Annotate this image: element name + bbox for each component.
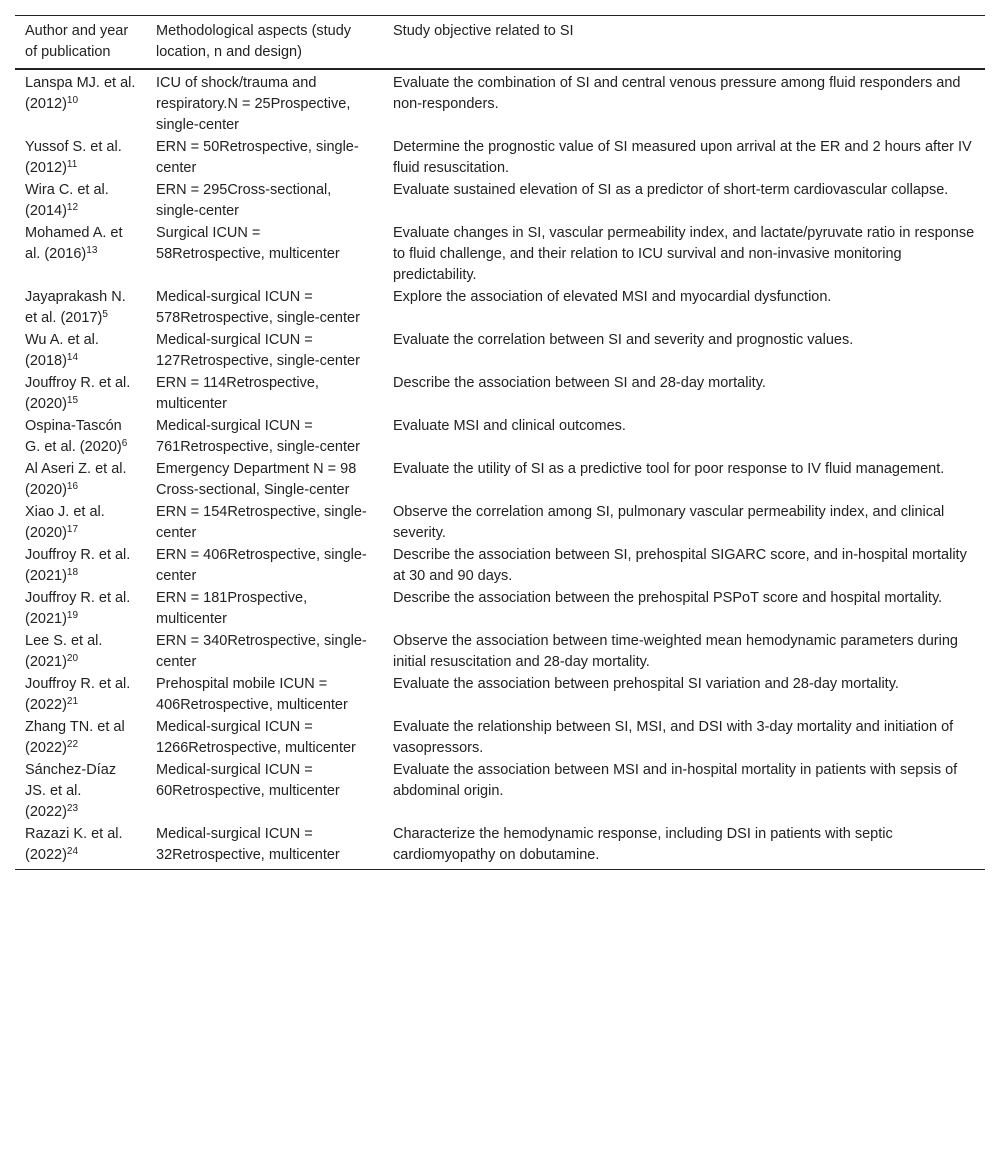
author-cell xyxy=(15,544,146,587)
author-cell xyxy=(15,286,146,329)
reference-number: 20 xyxy=(66,653,79,664)
table-row xyxy=(15,179,985,222)
reference-number: 19 xyxy=(66,610,79,621)
objective-cell: Describe the association between SI and 28-day mortality. xyxy=(393,375,766,391)
methods-cell: Surgical ICUN = 58Retrospective, multicenter xyxy=(156,225,340,262)
author-text: Xiao J. et al. (2020) xyxy=(25,504,105,541)
author-text: Zhang TN. et al (2022) xyxy=(25,719,125,756)
objective-cell: Evaluate the relationship between SI, MSI, and DSI with 3-day mortality and initiation of vasopressors. xyxy=(393,719,954,756)
objective-cell: Describe the association between SI, prehospital SIGARC score, and in-hospital mortality at 30 and 90 days. xyxy=(393,547,967,584)
reference-number: 17 xyxy=(66,524,79,535)
methods-cell: Medical-surgical ICUN = 32Retrospective, multicenter xyxy=(146,823,383,870)
reference-number: 14 xyxy=(66,352,79,363)
methods-cell: Prehospital mobile ICUN = 406Retrospective, multicenter xyxy=(156,676,348,713)
author-text: Lanspa MJ. et al. (2012) xyxy=(25,75,136,112)
author-cell xyxy=(15,179,146,222)
methods-cell: Medical-surgical ICUN = 60Retrospective, multicenter xyxy=(156,762,340,799)
table-row xyxy=(15,823,985,870)
methods-cell: ICU of shock/trauma and respiratory.N = 25Prospective, single-center xyxy=(156,75,351,133)
methods-cell: Emergency Department N = 98 Cross-sectional, Single-center xyxy=(156,461,357,498)
table-row xyxy=(15,544,985,587)
objective-cell: Observe the correlation among SI, pulmonary vascular permeability index, and clinical severity. xyxy=(393,504,945,541)
table-row xyxy=(15,501,985,544)
author-text: Jayaprakash N. et al. (2017) xyxy=(25,289,126,326)
header-row xyxy=(15,16,985,70)
table-row xyxy=(15,69,985,136)
header-objective: Study objective related to SI xyxy=(383,16,985,70)
objective-cell: Observe the association between time-weighted mean hemodynamic parameters during initial resuscitation and 28-day mortality. xyxy=(393,633,958,670)
author-cell xyxy=(15,759,146,823)
author-text: Mohamed A. et al. (2016) xyxy=(25,225,123,262)
author-cell xyxy=(15,716,146,759)
author-cell xyxy=(15,372,146,415)
table-row xyxy=(15,372,985,415)
author-text: Yussof S. et al. (2012) xyxy=(25,139,122,176)
methods-cell: ERN = 114Retrospective, multicenter xyxy=(156,375,319,412)
reference-number: 22 xyxy=(66,739,79,750)
table-row xyxy=(15,222,985,286)
author-cell xyxy=(15,630,146,673)
methods-cell: ERN = 154Retrospective, single-center xyxy=(156,504,367,541)
table-row xyxy=(15,587,985,630)
objective-cell: Evaluate the association between MSI and in-hospital mortality in patients with sepsis of abdominal origin. xyxy=(393,762,958,799)
author-text: Jouffroy R. et al. (2020) xyxy=(25,375,131,412)
reference-number: 5 xyxy=(102,309,108,320)
header-methods: Methodological aspects (study location, n and design) xyxy=(146,16,383,70)
author-cell xyxy=(15,823,146,870)
author-cell xyxy=(15,587,146,630)
methods-cell: ERN = 295Cross-sectional, single-center xyxy=(156,182,332,219)
objective-cell: Determine the prognostic value of SI measured upon arrival at the ER and 2 hours after IV fluid resuscitation. xyxy=(393,139,972,176)
author-cell xyxy=(15,415,146,458)
table-row xyxy=(15,136,985,179)
reference-number: 16 xyxy=(66,481,79,492)
objective-cell: Characterize the hemodynamic response, including DSI in patients with septic cardiomyopathy on dobutamine. xyxy=(383,823,985,870)
table-row xyxy=(15,630,985,673)
reference-number: 12 xyxy=(66,202,79,213)
methods-cell: ERN = 340Retrospective, single-center xyxy=(156,633,367,670)
reference-number: 11 xyxy=(66,159,78,170)
methods-cell: Medical-surgical ICUN = 578Retrospective, single-center xyxy=(156,289,360,326)
methods-cell: ERN = 181Prospective, multicenter xyxy=(156,590,308,627)
reference-number: 23 xyxy=(66,803,79,814)
reference-number: 24 xyxy=(66,846,79,857)
table-header xyxy=(15,16,985,70)
studies-table xyxy=(15,15,985,870)
author-cell xyxy=(15,222,146,286)
author-text: Sánchez-Díaz JS. et al. (2022) xyxy=(25,762,117,820)
author-text: Jouffroy R. et al. (2022) xyxy=(25,676,131,713)
reference-number: 6 xyxy=(121,438,128,449)
author-cell xyxy=(15,501,146,544)
table-row xyxy=(15,286,985,329)
objective-cell: Explore the association of elevated MSI and myocardial dysfunction. xyxy=(393,289,832,305)
author-text: Jouffroy R. et al. (2021) xyxy=(25,590,131,627)
author-text: Razazi K. et al. (2022) xyxy=(25,826,123,863)
methods-cell: ERN = 406Retrospective, single-center xyxy=(156,547,367,584)
author-cell xyxy=(15,69,146,136)
reference-number: 10 xyxy=(66,95,79,106)
objective-cell: Evaluate changes in SI, vascular permeability index, and lactate/pyruvate ratio in response to fluid challenge, and their relation to ICU survival and non-invasive monitoring predictability. xyxy=(393,225,975,283)
objective-cell: Evaluate the utility of SI as a predictive tool for poor response to IV fluid management. xyxy=(393,461,945,477)
objective-cell: Evaluate the combination of SI and central venous pressure among fluid responders and non-responders. xyxy=(393,75,961,112)
table-row xyxy=(15,329,985,372)
author-text: Lee S. et al. (2021) xyxy=(25,633,103,670)
objective-cell: Evaluate the correlation between SI and severity and prognostic values. xyxy=(393,332,854,348)
author-text: Al Aseri Z. et al. (2020) xyxy=(25,461,127,498)
objective-cell: Evaluate sustained elevation of SI as a predictor of short-term cardiovascular collapse. xyxy=(393,182,949,198)
objective-cell: Evaluate the association between prehospital SI variation and 28-day mortality. xyxy=(393,676,899,692)
methods-cell: Medical-surgical ICUN = 761Retrospective, single-center xyxy=(156,418,360,455)
table-body xyxy=(15,69,985,870)
methods-cell: Medical-surgical ICUN = 1266Retrospective, multicenter xyxy=(156,719,356,756)
author-text: Jouffroy R. et al. (2021) xyxy=(25,547,131,584)
table-row xyxy=(15,415,985,458)
methods-cell: Medical-surgical ICUN = 127Retrospective, single-center xyxy=(156,332,360,369)
author-cell xyxy=(15,329,146,372)
author-cell xyxy=(15,136,146,179)
methods-cell: ERN = 50Retrospective, single-center xyxy=(156,139,359,176)
objective-cell: Describe the association between the prehospital PSPoT score and hospital mortality. xyxy=(393,590,943,606)
author-cell xyxy=(15,458,146,501)
author-text: Wu A. et al. (2018) xyxy=(25,332,99,369)
author-text: Wira C. et al. (2014) xyxy=(25,182,109,219)
author-text: Ospina-Tascón G. et al. (2020) xyxy=(25,418,122,455)
objective-cell: Evaluate MSI and clinical outcomes. xyxy=(393,418,626,434)
table-row xyxy=(15,716,985,759)
table-row xyxy=(15,673,985,716)
reference-number: 18 xyxy=(66,567,79,578)
studies-table-container xyxy=(15,15,985,870)
reference-number: 13 xyxy=(86,245,98,256)
table-row xyxy=(15,458,985,501)
author-cell xyxy=(15,673,146,716)
header-author: Author and year of publication xyxy=(15,16,146,70)
reference-number: 15 xyxy=(66,395,79,406)
table-row xyxy=(15,759,985,823)
reference-number: 21 xyxy=(66,696,79,707)
